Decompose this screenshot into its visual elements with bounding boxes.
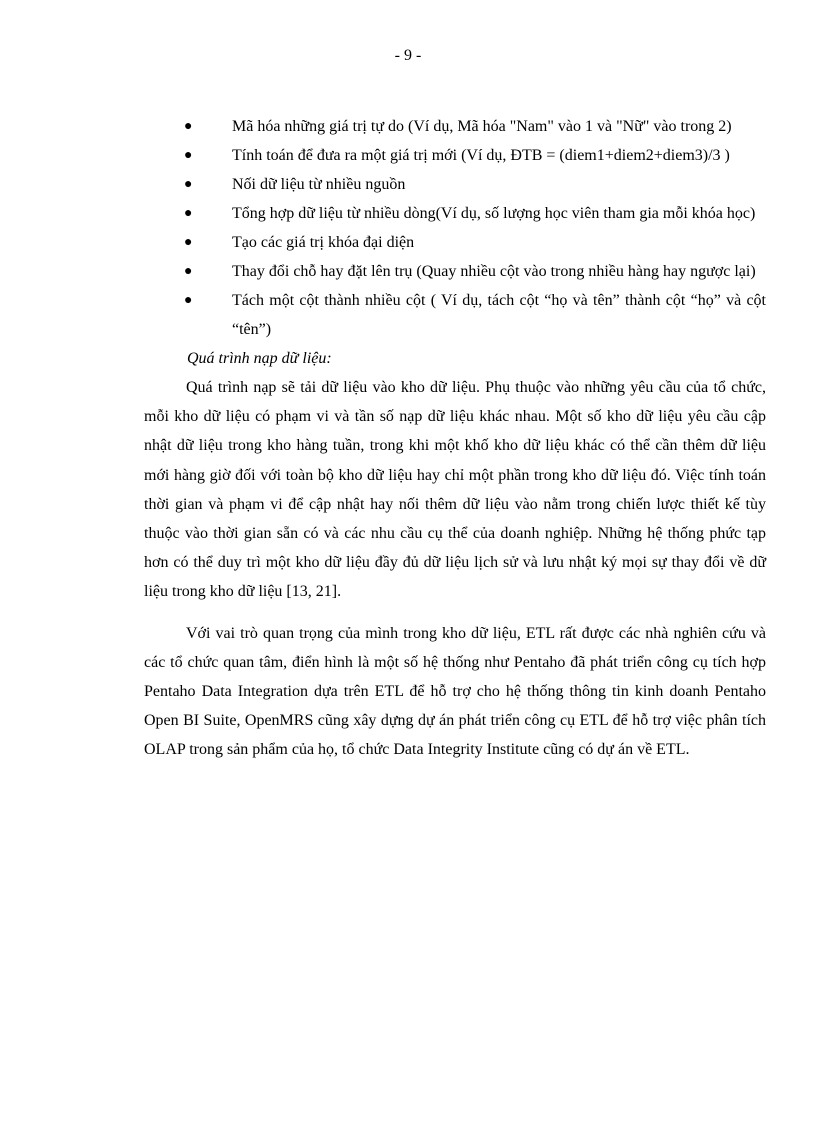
bullet-icon: ● [184, 235, 193, 250]
list-item [144, 112, 766, 141]
bullet-icon: ● [184, 119, 193, 134]
bullet-list [144, 112, 766, 344]
list-item-text: Mã hóa những giá trị tự do (Ví dụ, Mã hóa "Nam" vào 1 và "Nữ" vào trong 2) [232, 118, 732, 135]
list-item-text: Tính toán để đưa ra một giá trị mới (Ví dụ, ĐTB = (diem1+diem2+diem3)/3 ) [232, 147, 730, 164]
bullet-icon: ● [184, 206, 193, 221]
section-heading: Quá trình nạp dữ liệu: [187, 350, 332, 367]
list-item [144, 257, 766, 286]
page-number: - 9 - [394, 47, 422, 64]
paragraph: Quá trình nạp sẽ tải dữ liệu vào kho dữ liệu. Phụ thuộc vào những yêu cầu của tổ chức, mỗi kho dữ liệu có phạm vi và tần số nạp dữ liệu khác nhau. Một số kho dữ liệu yêu cầu cập nhật dữ liệu trong kho hàng tuần, trong khi một khố kho dữ liệu khác có thể cần thêm dữ liệu mới hàng giờ đối với toàn bộ kho dữ liệu hay chỉ một phần trong kho dữ liệu đó. Việc tính toán thời gian và phạm vi để cập nhật hay nối thêm dữ liệu vào nằm trong chiến lược thiết kế tùy thuộc vào thời gian sẵn có và các nhu cầu cụ thể của doanh nghiệp. Những hệ thống phức tạp hơn có thể duy trì một kho dữ liệu đầy đủ dữ liệu lịch sử và lưu nhật ký mọi sự thay đổi về dữ liệu trong kho dữ liệu [13, 21]. [144, 379, 766, 601]
list-item-text: Tạo các giá trị khóa đại diện [232, 234, 415, 251]
bullet-icon: ● [184, 293, 193, 308]
page-content [144, 112, 766, 765]
list-item-text: Tổng hợp dữ liệu từ nhiều dòng(Ví dụ, số lượng học viên tham gia mỗi khóa học) [232, 205, 756, 222]
bullet-icon: ● [184, 177, 193, 192]
list-item-text: Thay đổi chỗ hay đặt lên trụ (Quay nhiều cột vào trong nhiều hàng hay ngược lại) [232, 263, 756, 280]
list-item-text: Nối dữ liệu từ nhiều nguồn [232, 176, 406, 193]
list-item [144, 228, 766, 257]
list-item [144, 141, 766, 170]
list-item [144, 286, 766, 344]
list-item [144, 170, 766, 199]
bullet-icon: ● [184, 264, 193, 279]
list-item-text: Tách một cột thành nhiều cột ( Ví dụ, tách cột “họ và tên” thành cột “họ” và cột “tên”) [232, 292, 766, 338]
paragraph: Với vai trò quan trọng của mình trong kho dữ liệu, ETL rất được các nhà nghiên cứu và các tổ chức quan tâm, điển hình là một số hệ thống như Pentaho đã phát triển công cụ tích hợp Pentaho Data Integration dựa trên ETL để hỗ trợ cho hệ thống thông tin kinh doanh Pentaho Open BI Suite, OpenMRS cũng xây dựng dự án phát triển công cụ ETL để hỗ trợ việc phân tích OLAP trong sản phẩm của họ, tổ chức Data Integrity Institute cũng có dự án về ETL. [144, 624, 766, 759]
bullet-icon: ● [184, 148, 193, 163]
list-item [144, 199, 766, 228]
